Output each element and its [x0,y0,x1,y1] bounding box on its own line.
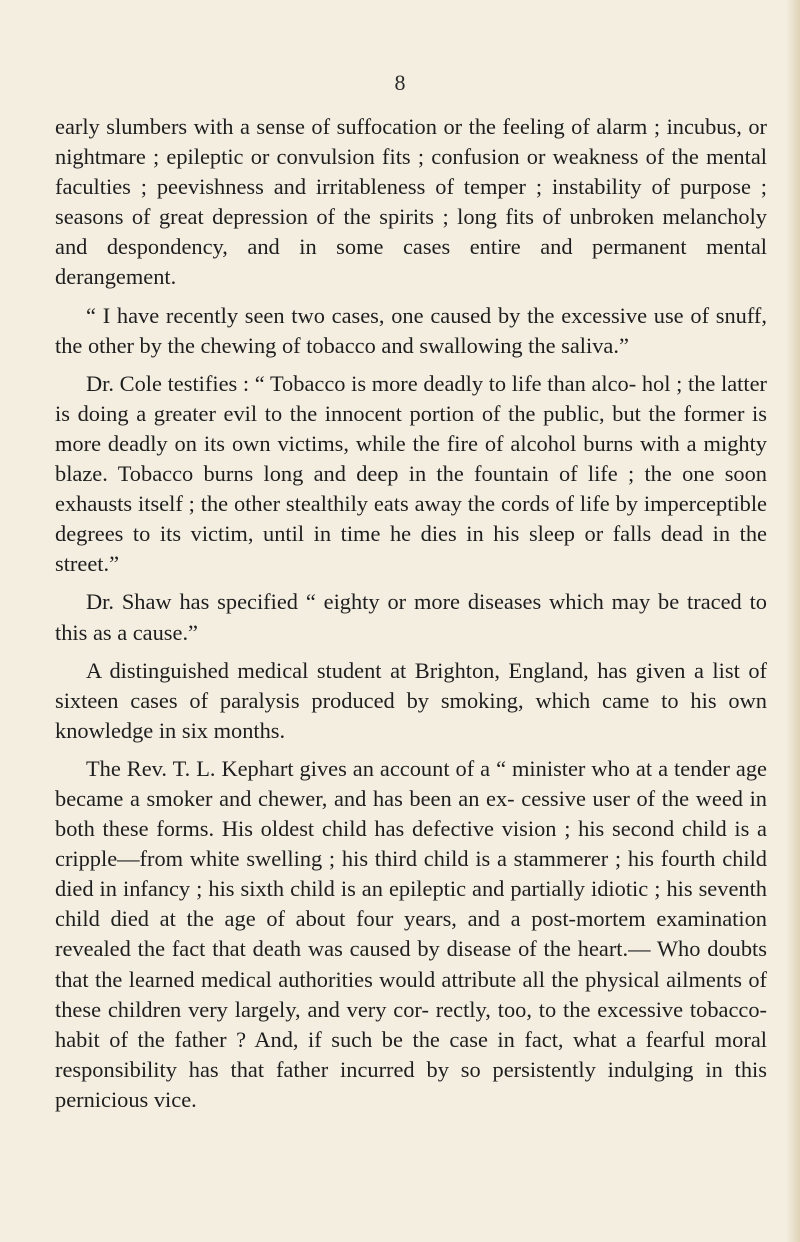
paragraph-rev-kephart: The Rev. T. L. Kephart gives an account of a “ minister who at a tender age became a smoker and chewer, and has been an ex- cessive user of the weed in both these forms. His oldest child has defective vision ; his second child is a cripple—from white swelling ; his third child is a stammerer ; his fourth child died in infancy ; his sixth child is an epileptic and partially idiotic ; his seventh child died at the age of about four years, and a post-mortem examination revealed the fact that death was caused by disease of the heart.— Who doubts that the learned medical authorities would attribute all the physical ailments of these children very largely, and very cor- rectly, too, to the excessive tobacco-habit of the father ? And, if such be the case in fact, what a fearful moral responsibility has that father incurred by so persistently indulging in this pernicious vice. [55,755,767,1112]
paragraph-snuff-quote: “ I have recently seen two cases, one caused by the excessive use of snuff, the other by the chewing of tobacco and swallowing the saliva.” [55,302,767,358]
page-edge-shadow [786,0,800,1242]
body-text [55,112,767,1115]
paragraph-dr-shaw: Dr. Shaw has specified “ eighty or more diseases which may be traced to this as a cause.” [55,589,767,645]
page-number: 8 [394,70,406,95]
paragraph-brighton-student: A distinguished medical student at Brighton, England, has given a list of sixteen cases of paralysis produced by smoking, which came to his own knowledge in six months. [55,657,767,743]
paragraph-symptoms-continued: early slumbers with a sense of suffocation or the feeling of alarm ; incubus, or nightmare ; epileptic or convulsion fits ; confusion or weakness of the mental faculties ; peevishness and irritableness of temper ; instability of purpose ; seasons of great depression of the spirits ; long fits of unbroken melancholy and despondency, and in some cases entire and permanent mental derangement. [55,114,767,290]
paragraph-dr-cole: Dr. Cole testifies : “ Tobacco is more deadly to life than alco- hol ; the latter is doing a greater evil to the innocent portion of the public, but the former is more deadly on its own victims, while the fire of alcohol burns with a mighty blaze. Tobacco burns long and deep in the fountain of life ; the one soon exhausts itself ; the other stealthily eats away the cords of life by imperceptible degrees to its victim, until in time he dies in his sleep or falls dead in the street.” [55,370,767,577]
